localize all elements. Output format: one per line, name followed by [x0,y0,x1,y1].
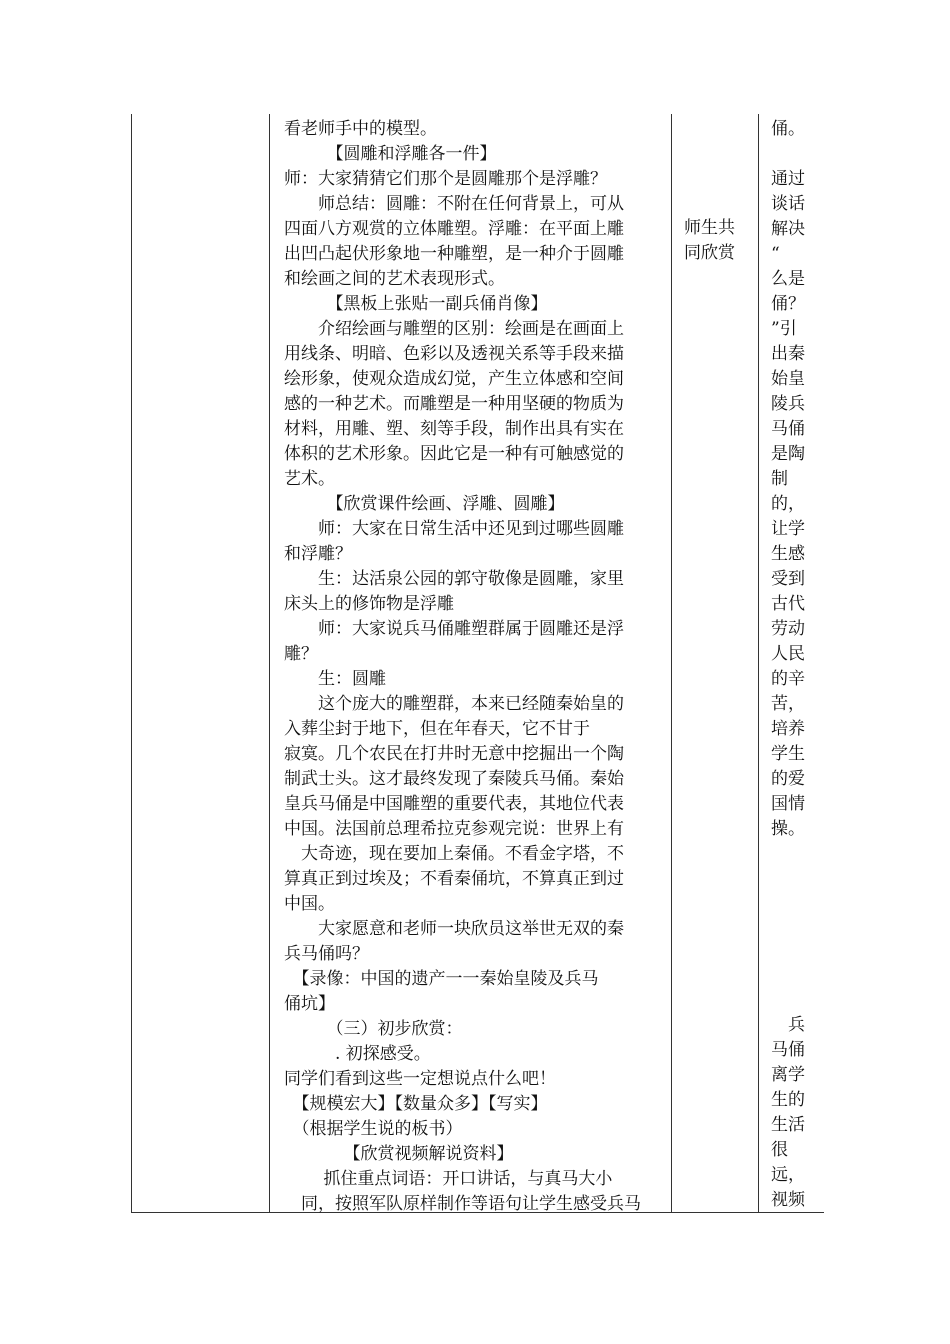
process-text-line: 【欣赏课件绘画、浮雕、圆雕】 [284,494,565,514]
process-text-line: 入葬尘封于地下，但在年春天，它不甘于 [284,719,590,739]
table-border-left [131,114,132,1213]
process-text-line: 寂寞。几个农民在打井时无意中挖掘出一个陶 [284,744,624,764]
purpose-text-line: 出秦 [771,344,805,364]
process-text-line: 【黑板上张贴一副兵俑肖像】 [284,294,548,314]
process-text-line: 【圆雕和浮雕各一件】 [284,144,497,164]
process-text-line: 生：圆雕 [284,669,386,689]
purpose-text-line: 生活 [771,1115,805,1135]
process-text-line: 床头上的修饰物是浮雕 [284,594,454,614]
purpose-text-line: 马俑 [771,419,805,439]
process-text-line: 感的一种艺术。而雕塑是一种用坚硬的物质为 [284,394,624,414]
process-text-line: 中国。 [284,894,335,914]
process-text-line: 雕？ [284,644,318,664]
purpose-text-line: 劳动 [771,619,805,639]
activity-text-line: 同欣赏 [684,243,735,263]
purpose-text-line: 很 [771,1140,788,1160]
teaching-process-column [284,117,669,1217]
purpose-text-line: 马俑 [771,1040,805,1060]
purpose-text-line: 么是 [771,269,805,289]
process-text-line: 师：大家说兵马俑雕塑群属于圆雕还是浮 [284,619,624,639]
purpose-text-line: 离学 [771,1065,805,1085]
process-text-line: （根据学生说的板书） [284,1119,463,1139]
process-text-line: 绘形象，使观众造成幻觉，产生立体感和空间 [284,369,624,389]
purpose-text-line: “ [771,244,780,264]
process-text-line: 材料，用雕、塑、刻等手段，制作出具有实在 [284,419,624,439]
process-text-line: 抓住重点词语：开口讲话，与真马大小 [284,1169,613,1189]
process-text-line: . 初探感受。 [284,1044,431,1064]
process-text-line: 皇兵马俑是中国雕塑的重要代表，其地位代表 [284,794,624,814]
purpose-text-line: 培养 [771,719,805,739]
table-border-col3 [671,114,672,1213]
purpose-text-line: 通过 [771,169,805,189]
purpose-text-line: 兵 [771,1015,805,1035]
purpose-text-line: 生感 [771,544,805,564]
table-border-col2 [269,114,270,1213]
process-text-line: 艺术。 [284,469,335,489]
purpose-text-line: 制 [771,469,788,489]
process-text-line: 【规模宏大】【数量众多】【写实】 [284,1094,548,1114]
process-text-line: 出凹凸起伏形象地一种雕塑，是一种介于圆雕 [284,244,624,264]
process-text-line: 中国。法国前总理希拉克参观完说：世界上有 [284,819,624,839]
purpose-text-line: 谈话 [771,194,805,214]
process-text-line: 师：大家在日常生活中还见到过哪些圆雕 [284,519,624,539]
process-text-line: 【录像：中国的遗产一一秦始皇陵及兵马 [284,969,599,989]
purpose-text-line: 俑。 [771,119,805,139]
process-text-line: 这个庞大的雕塑群，本来已经随秦始皇的 [284,694,624,714]
purpose-text-line: 始皇 [771,369,805,389]
purpose-text-line: 国情 [771,794,805,814]
purpose-text-line: 学生 [771,744,805,764]
purpose-text-line: ”引 [771,319,797,339]
table-border-col4 [758,114,759,1213]
purpose-text-line: 古代 [771,594,805,614]
purpose-text-line: 让学 [771,519,805,539]
purpose-text-line: 俑？ [771,294,805,314]
process-text-line: 师：大家猜猜它们那个是圆雕那个是浮雕？ [284,169,607,189]
purpose-text-line: 的， [771,494,805,514]
process-text-line: 体积的艺术形象。因此它是一种有可触感觉的 [284,444,624,464]
process-text-line: 俑坑】 [284,994,335,1014]
process-text-line: 四面八方观赏的立体雕塑。浮雕：在平面上雕 [284,219,624,239]
purpose-text-line: 陵兵 [771,394,805,414]
purpose-bottom [771,1013,823,1213]
process-text-line: 制武士头。这才最终发现了秦陵兵马俑。秦始 [284,769,624,789]
purpose-text-line: 受到 [771,569,805,589]
process-text-line: （三）初步欣赏： [284,1019,463,1039]
purpose-text-line: 是陶 [771,444,805,464]
purpose-text-line: 解决 [771,219,805,239]
process-text-line: 和绘画之间的艺术表现形式。 [284,269,505,289]
process-text-line: 用线条、明暗、色彩以及透视关系等手段来描 [284,344,624,364]
process-text-line: 大家愿意和老师一块欣员这举世无双的秦 [284,919,624,939]
activity-column [684,216,754,266]
process-text-line: 大奇迹，现在要加上秦俑。不看金字塔，不 [284,844,624,864]
process-text-line: 和浮雕？ [284,544,352,564]
purpose-text-line: 远， [771,1165,805,1185]
purpose-middle [771,167,823,842]
process-text-line: 同，按照军队原样制作等语句让学生感受兵马 [284,1194,641,1214]
purpose-text-line: 操。 [771,819,805,839]
process-text-line: 生：达活泉公园的郭守敬像是圆雕，家里 [284,569,624,589]
purpose-text-line: 视频 [771,1190,805,1210]
process-text-line: 【欣赏视频解说资料】 [284,1144,514,1164]
process-text-line: 算真正到过埃及；不看秦俑坑，不算真正到过 [284,869,624,889]
process-text-line: 同学们看到这些一定想说点什么吧！ [284,1069,556,1089]
purpose-text-line: 的爱 [771,769,805,789]
process-text-line: 看老师手中的模型。 [284,119,437,139]
purpose-text-line: 的辛 [771,669,805,689]
purpose-text-line: 生的 [771,1090,805,1110]
process-text-line: 师总结：圆雕：不附在任何背景上，可从 [284,194,624,214]
purpose-text-line: 苦， [771,694,805,714]
process-text-line: 兵马俑吗？ [284,944,369,964]
process-text-line: 介绍绘画与雕塑的区别：绘画是在画面上 [284,319,624,339]
activity-text-line: 师生共 [684,218,735,238]
purpose-top [771,117,823,142]
purpose-text-line: 人民 [771,644,805,664]
